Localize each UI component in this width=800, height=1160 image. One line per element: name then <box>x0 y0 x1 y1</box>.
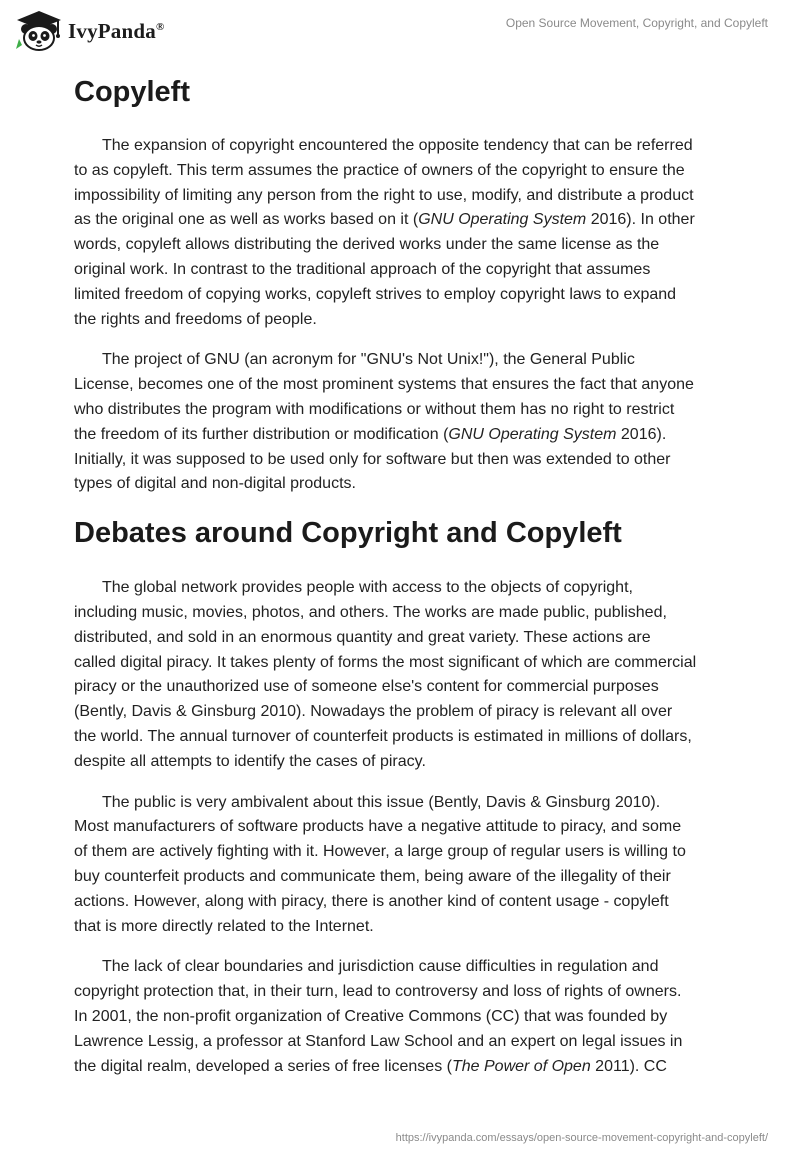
logo-text: IvyPanda® <box>68 18 165 43</box>
panda-graduate-icon <box>14 9 64 53</box>
citation-title: GNU Operating System <box>448 425 617 443</box>
ivypanda-logo[interactable] <box>14 8 189 54</box>
source-url-link[interactable]: https://ivypanda.com/essays/open-source-movement-copyright-and-copyleft/ <box>395 1132 768 1144</box>
paragraph: The public is very ambivalent about this issue (Bently, Davis & Ginsburg 2010). Most manufacturers of software products have a negative attitude to piracy, and some of them are actively fighting with it. However, a large group of regular users is willing to buy counterfeit products and communicate them, being aware of the illegality of their actions. However, along with piracy, there is another kind of content usage - copyleft that is more directly related to the Internet. <box>74 793 686 935</box>
section-heading-debates: Debates around Copyright and Copyleft <box>74 517 622 550</box>
paragraph: The global network provides people with access to the objects of copyright, including music, movies, photos, and others. The works are made public, published, distributed, and sold in an enormous quantity and great variety. These actions are called digital piracy. It takes plenty of forms the most significant of which are commercial piracy or the unauthorized use of someone else's content for commercial purposes (Bently, Davis & Ginsburg 2010). Nowadays the problem of piracy is relevant all over the world. The annual turnover of counterfeit products is estimated in millions of dollars, despite all attempts to identify the cases of piracy. <box>74 579 697 770</box>
paragraph: The expansion of copyright encountered the opposite tendency that can be referred to as copyleft. This term assumes the practice of owners of the copyright to ensure the impossibility of limiting any person from the right to use, modify, and distribute a product as the original one as well as works based on it (GNU Operating System 2016). In other words, copyleft allows distributing the derived works under the same license as the original work. In contrast to the traditional approach of the copyright that assumes limited freedom of copying works, copyleft strives to employ copyright laws to expand the rights and freedoms of people. <box>74 137 695 328</box>
essay-content <box>74 70 734 1095</box>
paragraph: The lack of clear boundaries and jurisdiction cause difficulties in regulation and copyright protection that, in their turn, lead to controversy and loss of rights of owners. In 2001, the non-profit organization of Creative Commons (CC) that was founded by Lawrence Lessig, a professor at Stanford Law School and an expert on legal issues in the digital realm, developed a series of free licenses (The Power of Open 2011). CC <box>74 958 683 1075</box>
section-heading-copyleft: Copyleft <box>74 76 190 108</box>
paragraph: The project of GNU (an acronym for "GNU's Not Unix!"), the General Public License, becomes one of the most prominent systems that ensures the fact that anyone who distributes the program with modifications or without them has no right to restrict the freedom of its further distribution or modification (GNU Operating System 2016). Initially, it was supposed to be used only for software but then was extended to other types of digital and non-digital products. <box>74 351 694 493</box>
citation-title: GNU Operating System <box>418 211 587 229</box>
document-title: Open Source Movement, Copyright, and Copyleft <box>505 16 768 30</box>
citation-title: The Power of Open <box>451 1057 591 1075</box>
page-header <box>0 0 800 60</box>
